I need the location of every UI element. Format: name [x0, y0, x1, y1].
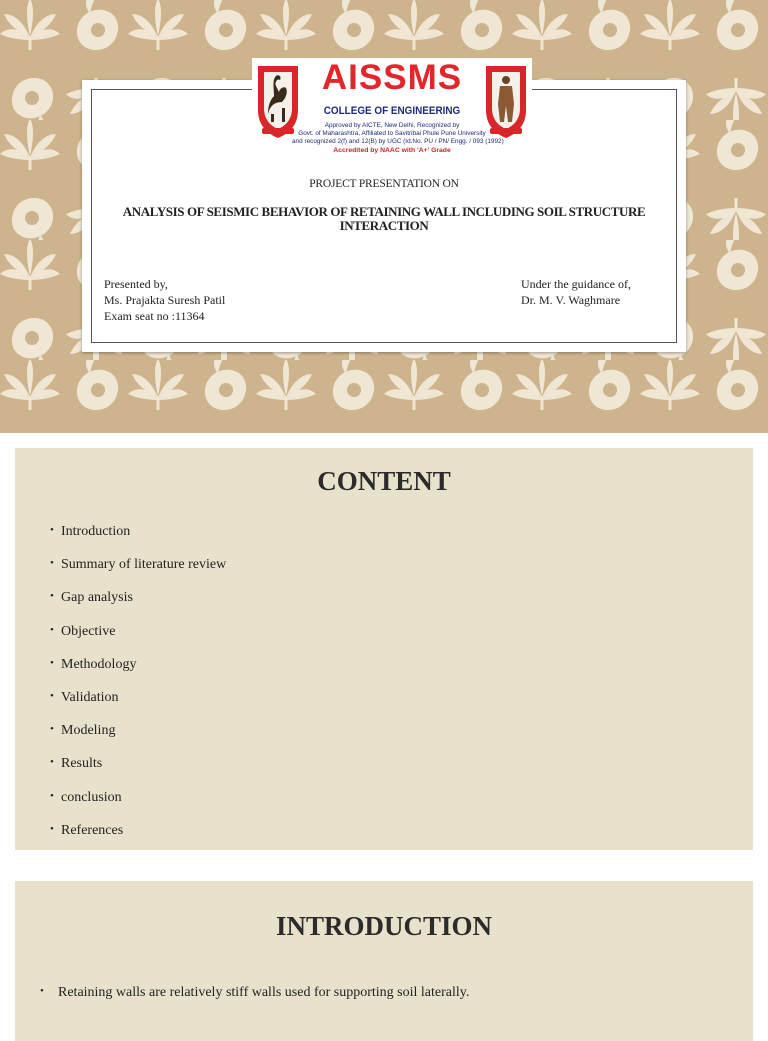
logo-college-name: COLLEGE OF ENGINEERING [323, 105, 461, 117]
introduction-bullets [40, 985, 469, 1011]
list-item: • Objective [50, 624, 226, 657]
list-item: • Results [50, 756, 226, 789]
list-item: • Modeling [50, 723, 226, 756]
guide-name: Dr. M. V. Waghmare [521, 293, 621, 307]
guide-heading: Under the guidance of, [521, 277, 631, 291]
title-slide [0, 0, 768, 433]
list-item: • Gap analysis [50, 590, 226, 623]
content-list [50, 524, 226, 856]
introduction-slide [15, 881, 753, 1041]
list-item: • Validation [50, 690, 226, 723]
presenter-heading: Presented by, [104, 277, 168, 291]
list-item: • References [50, 823, 226, 856]
presenter-name: Ms. Prajakta Suresh Patil [104, 293, 226, 307]
presenter-block [104, 276, 225, 324]
content-heading: CONTENT [317, 466, 451, 496]
list-item: • conclusion [50, 790, 226, 823]
project-title: ANALYSIS OF SEISMIC BEHAVIOR OF RETAINING WALL INCLUDING SOIL STRUCTURE INTERACTION [122, 204, 646, 233]
college-logo [252, 58, 532, 168]
logo-accreditation-line: Accredited by NAAC with 'A+' Grade [333, 147, 451, 154]
list-item: • Introduction [50, 524, 226, 557]
guide-block [521, 276, 631, 308]
logo-wordmark: AISSMS [321, 58, 463, 97]
exam-seat-number: Exam seat no :11364 [104, 309, 205, 323]
list-item: • Methodology [50, 657, 226, 690]
logo-affiliation-line: Govt. of Maharashtra, Affiliated to Savitribai Phule Pune University [298, 130, 486, 137]
introduction-heading: INTRODUCTION [275, 911, 493, 941]
list-item: • Summary of literature review [50, 557, 226, 590]
logo-approval-line: Approved by AICTE, New Delhi, Recognized by [324, 122, 460, 129]
logo-recognition-line: and recognized 2(f) and 12(B) by UGC (Id.No. PU / PN/ Engg. / 093 (1992) [292, 138, 504, 145]
presentation-label: PROJECT PRESENTATION ON [309, 178, 459, 190]
list-item: • Retaining walls are relatively stiff walls used for supporting soil laterally. [40, 985, 469, 1011]
content-slide [15, 448, 753, 850]
